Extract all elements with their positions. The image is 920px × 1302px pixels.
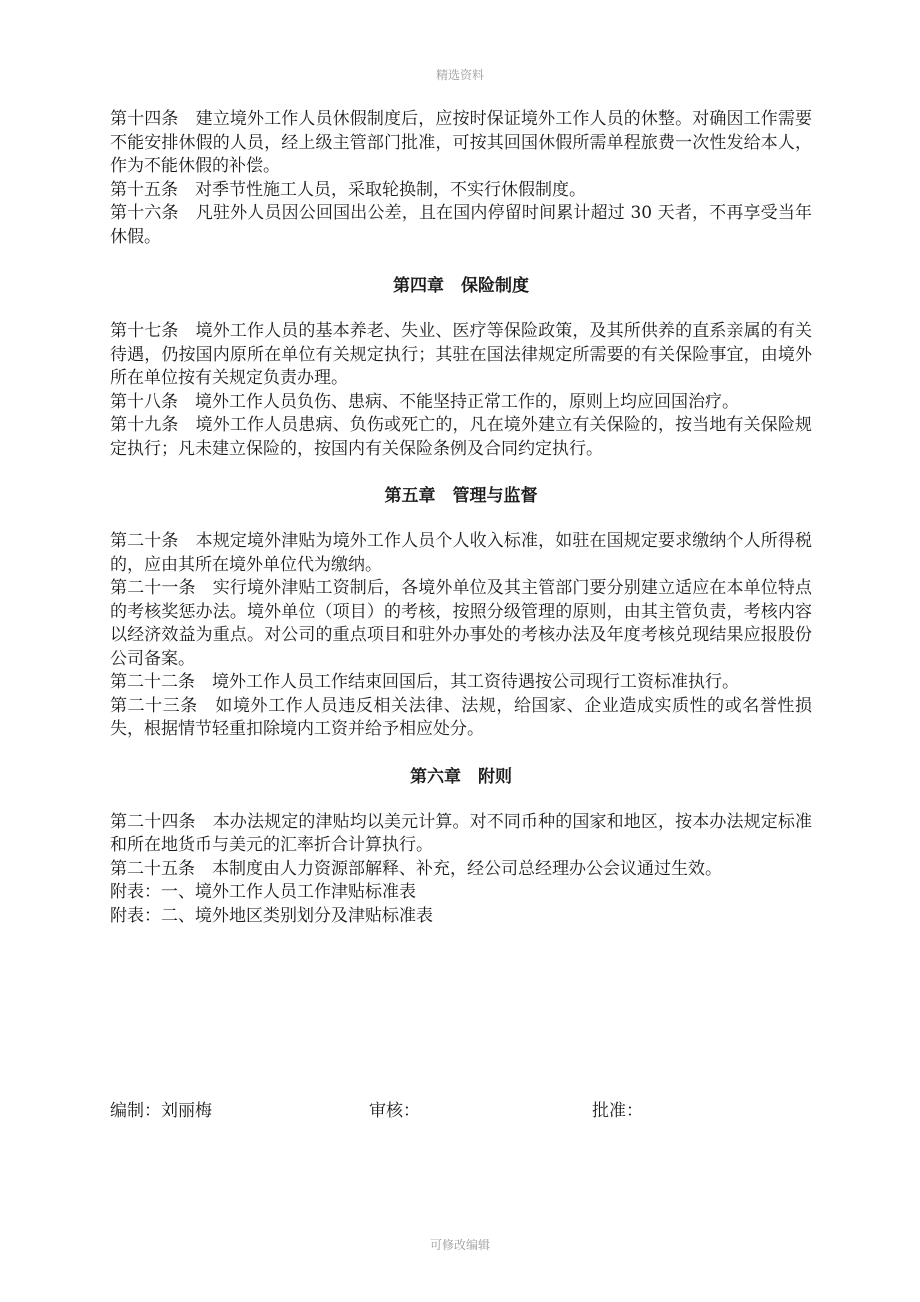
article-18: 第十八条 境外工作人员负伤、患病、不能坚持正常工作的，原则上均应回国治疗。 xyxy=(110,391,739,412)
page-header: 精选资料 xyxy=(435,68,484,82)
appendix-1: 附表：一、境外工作人员工作津贴标准表 xyxy=(110,882,416,902)
article-17: 第十七条 境外工作人员的基本养老、失业、医疗等保险政策，及其所供养的直系亲属的有关待遇，仍按国内原所在单位有关规定执行；其驻在国法律规定所需要的有关保险事宜，由境外所在单位按有关规定负责办理。 xyxy=(110,321,812,388)
article-19: 第十九条 境外工作人员患病、负伤或死亡的，凡在境外建立有关保险的，按当地有关保险规定执行；凡未建立保险的，按国内有关保险条例及合同约定执行。 xyxy=(110,415,812,459)
article-16: 第十六条 凡驻外人员因公回国出公差，且在国内停留时间累计超过 30 天者，不再享受当年休假。 xyxy=(110,203,812,247)
article-21: 第二十一条 实行境外津贴工资制后，各境外单位及其主管部门要分别建立适应在本单位特点的考核奖惩办法。境外单位（项目）的考核，按照分级管理的原则，由其主管负责，考核内容以经济效益为重点。对公司的重点项目和驻外办事处的考核办法及年度考核兑现结果应报股份公司备案。 xyxy=(110,578,812,669)
chapter-5-title: 第五章 管理与监督 xyxy=(384,486,538,506)
article-23: 第二十三条 如境外工作人员违反相关法律、法规，给国家、企业造成实质性的或名誉性损失，根据情节轻重扣除境内工资并给予相应处分。 xyxy=(110,695,812,739)
article-14: 第十四条 建立境外工作人员休假制度后，应按时保证境外工作人员的休整。对确因工作需要不能安排休假的人员，经上级主管部门批准，可按其回国休假所需单程旅费一次性发给本人，作为不能休假的补偿。 xyxy=(110,109,812,176)
document-body xyxy=(110,108,812,928)
approved-by: 批准： xyxy=(592,1101,643,1121)
article-15: 第十五条 对季节性施工人员，采取轮换制，不实行休假制度。 xyxy=(110,179,586,200)
article-22: 第二十二条 境外工作人员工作结束回国后，其工资待遇按公司现行工资标准执行。 xyxy=(110,672,739,692)
article-25: 第二十五条 本制度由人力资源部解释、补充，经公司总经理办公会议通过生效。 xyxy=(110,858,722,879)
chapter-6-title: 第六章 附则 xyxy=(410,766,512,787)
article-24: 第二十四条 本办法规定的津贴均以美元计算。对不同币种的国家和地区，按本办法规定标准和所在地货币与美元的汇率折合计算执行。 xyxy=(110,811,812,855)
page-footer: 可修改编辑 xyxy=(429,1238,490,1252)
reviewed-by: 审核： xyxy=(369,1101,420,1121)
appendix-2: 附表：二、境外地区类别划分及津贴标准表 xyxy=(110,905,433,926)
prepared-by: 编制：刘丽梅 xyxy=(110,1101,212,1121)
article-20: 第二十条 本规定境外津贴为境外工作人员个人收入标准，如驻在国规定要求缴纳个人所得税的，应由其所在境外单位代为缴纳。 xyxy=(110,531,812,575)
chapter-4-title: 第四章 保险制度 xyxy=(393,276,529,296)
signature-line xyxy=(110,1096,812,1120)
